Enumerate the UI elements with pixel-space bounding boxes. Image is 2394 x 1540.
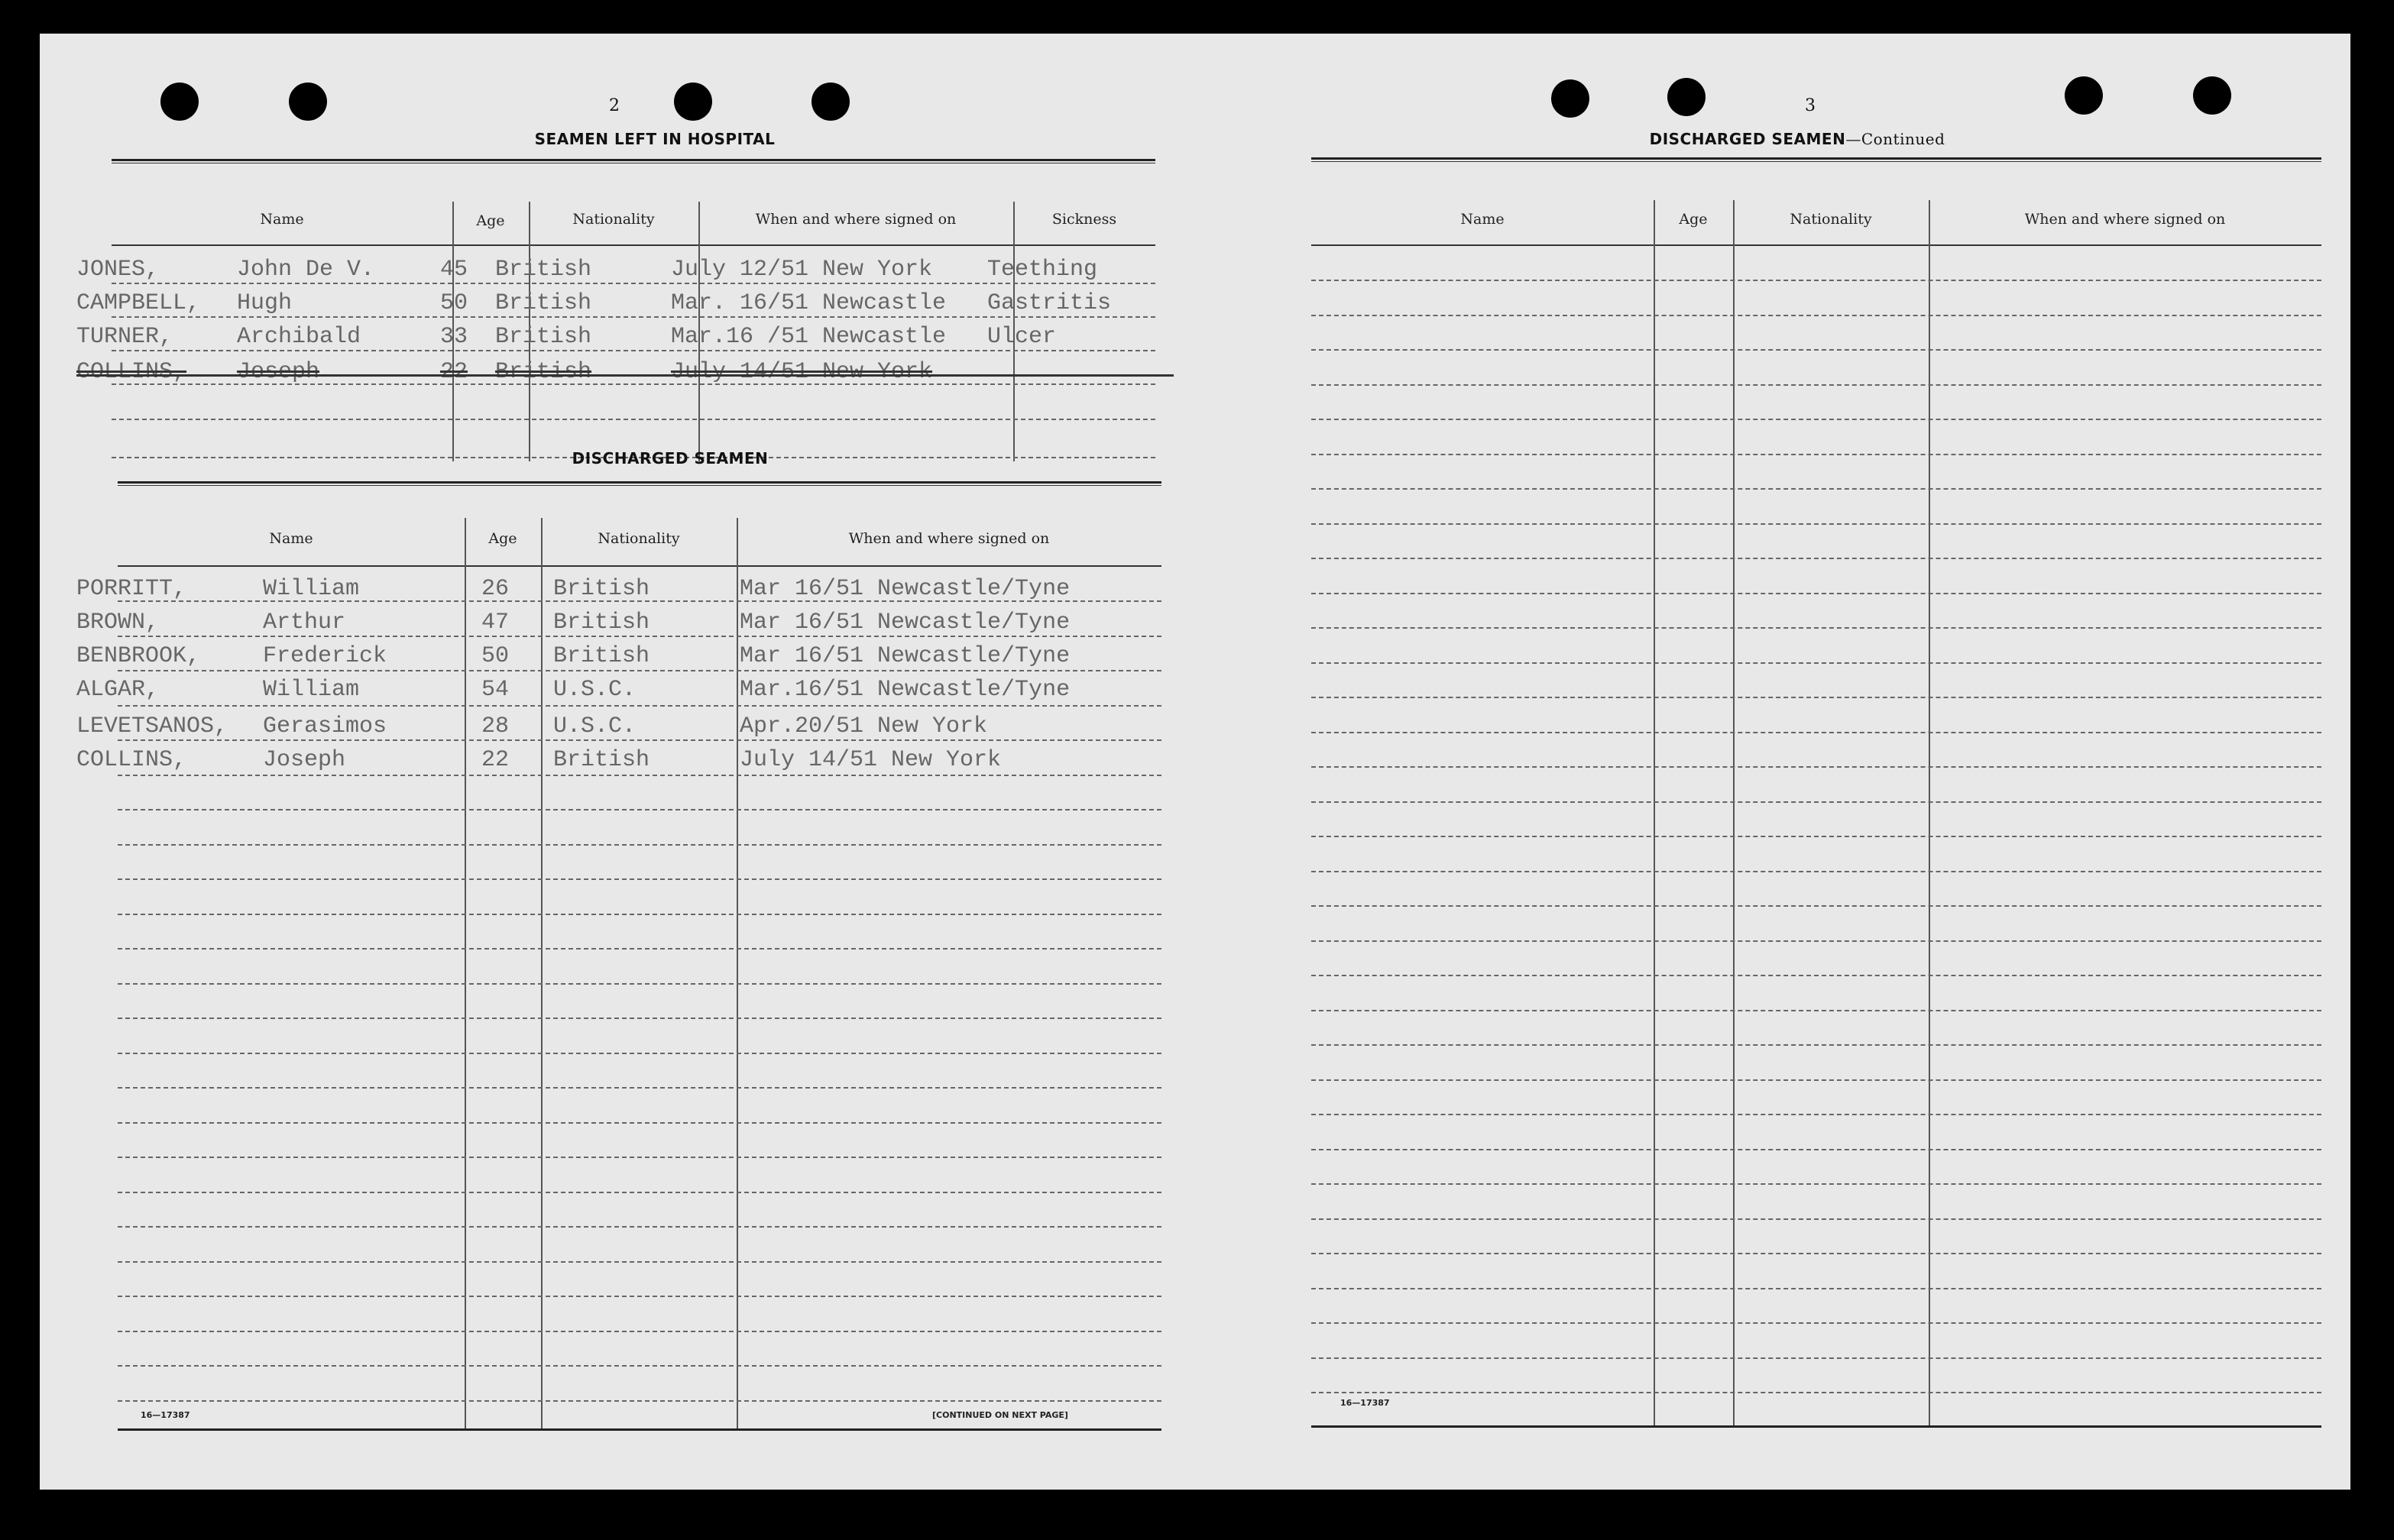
row-rule [1311, 1357, 2321, 1359]
nationality: British [553, 747, 650, 773]
header-nationality: Nationality [598, 530, 680, 547]
header-rule [112, 244, 1155, 246]
signed-on: July 14/51 New York [671, 359, 933, 385]
row-rule [1311, 1010, 2321, 1011]
punch-hole [1667, 78, 1706, 116]
signed-on: Mar 16/51 Newcastle/Tyne [740, 576, 1071, 602]
row-rule [1311, 732, 2321, 733]
row-rule [118, 670, 1161, 671]
column-divider [737, 518, 738, 1428]
row-rule [118, 914, 1161, 915]
given-name: Joseph [237, 359, 320, 385]
row-rule [1311, 593, 2321, 594]
page-number: 2 [609, 96, 620, 115]
row-rule [1311, 315, 2321, 316]
left-page [40, 34, 1186, 1490]
surname: TURNER, [76, 324, 173, 350]
age: 47 [481, 610, 510, 636]
row-rule [118, 983, 1161, 985]
form-number: 16—17387 [141, 1410, 190, 1420]
hospital-section-title: SEAMEN LEFT IN HOSPITAL [534, 130, 776, 148]
row-rule [118, 1365, 1161, 1367]
discharged-continued-table [1311, 157, 2321, 1433]
row-rule [1311, 1322, 2321, 1324]
header-age: Age [488, 530, 517, 547]
given-name: Hugh [237, 290, 293, 316]
table-top-rule [118, 481, 1161, 486]
header-nationality: Nationality [572, 211, 655, 228]
surname: BENBROOK, [76, 643, 201, 669]
row-rule [1311, 523, 2321, 525]
nationality: British [553, 610, 650, 636]
given-name: Gerasimos [263, 713, 387, 739]
row-rule [118, 878, 1161, 880]
row-rule [1311, 349, 2321, 351]
punch-hole [811, 82, 850, 121]
row-rule [1311, 1149, 2321, 1150]
row-rule [118, 1053, 1161, 1054]
row-rule [1311, 801, 2321, 803]
row-rule [118, 1331, 1161, 1332]
signed-on: July 12/51 New York [671, 257, 933, 283]
punch-hole [1551, 79, 1589, 118]
surname: LEVETSANOS, [76, 713, 228, 739]
right-page [1232, 34, 2350, 1490]
header-name: Name [269, 530, 313, 547]
signed-on: Mar 16/51 Newcastle/Tyne [740, 643, 1071, 669]
age: 45 [440, 257, 468, 283]
row-rule [1311, 280, 2321, 281]
row-rule [1311, 1044, 2321, 1046]
row-rule [1311, 1288, 2321, 1289]
row-rule [118, 809, 1161, 810]
age: 26 [481, 576, 510, 602]
row-rule [118, 775, 1161, 776]
surname: BROWN, [76, 610, 160, 636]
strike-line [76, 374, 1174, 377]
row-rule [1311, 940, 2321, 942]
row-rule [1311, 697, 2321, 698]
header-age: Age [1679, 211, 1708, 228]
age: 33 [440, 324, 468, 350]
signed-on: Mar.16 /51 Newcastle [671, 324, 947, 350]
row-rule [1311, 454, 2321, 455]
nationality: U.S.C. [553, 713, 637, 739]
sickness: Ulcer [987, 324, 1057, 350]
discharged-continued-title [1530, 130, 2065, 148]
table-top-rule [1311, 157, 2321, 162]
sickness: Teething [987, 257, 1098, 283]
row-rule [1311, 871, 2321, 872]
header-rule [1311, 244, 2321, 246]
given-name: William [263, 677, 360, 703]
row-rule [1311, 662, 2321, 664]
surname: CAMPBELL, [76, 290, 201, 316]
nationality: British [495, 290, 592, 316]
header-nationality: Nationality [1790, 211, 1872, 228]
row-rule [118, 1017, 1161, 1019]
row-rule [1311, 1253, 2321, 1254]
age: 50 [481, 643, 510, 669]
row-rule [118, 844, 1161, 846]
sickness: Gastritis [987, 290, 1112, 316]
form-number: 16—17387 [1340, 1398, 1390, 1408]
row-rule [1311, 836, 2321, 837]
header-rule [118, 565, 1161, 567]
title-continued: —Continued [1845, 130, 1945, 148]
document-sheet [40, 34, 2350, 1490]
row-rule [118, 1122, 1161, 1124]
surname: COLLINS, [76, 747, 187, 773]
punch-hole [2193, 76, 2231, 115]
header-age: Age [476, 212, 505, 229]
given-name: Joseph [263, 747, 346, 773]
nationality: U.S.C. [553, 677, 637, 703]
row-rule [1311, 1114, 2321, 1115]
row-rule [118, 1226, 1161, 1228]
age: 54 [481, 677, 510, 703]
row-rule [118, 1296, 1161, 1297]
header-name: Name [260, 211, 304, 228]
row-rule [1311, 384, 2321, 386]
row-rule [1311, 627, 2321, 629]
row-rule [1311, 1218, 2321, 1220]
surname: ALGAR, [76, 677, 160, 703]
header-signed-on: When and where signed on [848, 530, 1050, 547]
row-rule [1311, 488, 2321, 490]
title-main: DISCHARGED SEAMEN [1649, 130, 1846, 148]
header-signed-on: When and where signed on [755, 211, 957, 228]
nationality: British [553, 576, 650, 602]
given-name: William [263, 576, 360, 602]
signed-on: Mar. 16/51 Newcastle [671, 290, 947, 316]
age: 50 [440, 290, 468, 316]
surname: PORRITT, [76, 576, 187, 602]
page-number: 3 [1805, 96, 1816, 115]
nationality: British [495, 257, 592, 283]
row-rule [118, 739, 1161, 741]
given-name: Frederick [263, 643, 387, 669]
age: 22 [440, 359, 468, 385]
nationality: British [495, 359, 592, 385]
row-rule [118, 705, 1161, 707]
row-rule [1311, 1183, 2321, 1185]
punch-hole [160, 82, 199, 121]
row-rule [1311, 766, 2321, 768]
row-rule [1311, 1079, 2321, 1081]
nationality: British [553, 643, 650, 669]
surname: COLLINS, [76, 359, 187, 385]
nationality: British [495, 324, 592, 350]
row-rule [118, 1192, 1161, 1193]
signed-on: Mar 16/51 Newcastle/Tyne [740, 610, 1071, 636]
row-rule [1311, 1392, 2321, 1393]
signed-on: July 14/51 New York [740, 747, 1002, 773]
row-rule [118, 1261, 1161, 1263]
row-rule [118, 948, 1161, 950]
column-divider [465, 518, 466, 1428]
given-name: Archibald [237, 324, 361, 350]
table-top-rule [112, 159, 1155, 163]
row-rule [118, 1157, 1161, 1158]
column-divider [541, 518, 543, 1428]
signed-on: Mar.16/51 Newcastle/Tyne [740, 677, 1071, 703]
header-name: Name [1460, 211, 1505, 228]
row-rule [1311, 558, 2321, 559]
table-bottom-rule [118, 1428, 1161, 1431]
row-rule [118, 1087, 1161, 1089]
surname: JONES, [76, 257, 160, 283]
row-rule [1311, 975, 2321, 976]
row-rule [112, 419, 1155, 420]
punch-hole [674, 82, 712, 121]
row-rule [112, 316, 1155, 318]
signed-on: Apr.20/51 New York [740, 713, 988, 739]
row-rule [112, 350, 1155, 351]
header-signed-on: When and where signed on [2024, 211, 2226, 228]
discharged-section-title: DISCHARGED SEAMEN [572, 449, 769, 467]
row-rule [118, 1400, 1161, 1402]
header-sickness: Sickness [1051, 211, 1117, 228]
given-name: John De V. [237, 257, 375, 283]
given-name: Arthur [263, 610, 346, 636]
punch-hole [289, 82, 327, 121]
table-bottom-rule [1311, 1425, 2321, 1428]
age: 22 [481, 747, 510, 773]
continued-note: [CONTINUED ON NEXT PAGE] [932, 1410, 1068, 1420]
row-rule [112, 283, 1155, 284]
age: 28 [481, 713, 510, 739]
punch-hole [2065, 76, 2103, 115]
row-rule [1311, 905, 2321, 907]
row-rule [1311, 419, 2321, 420]
